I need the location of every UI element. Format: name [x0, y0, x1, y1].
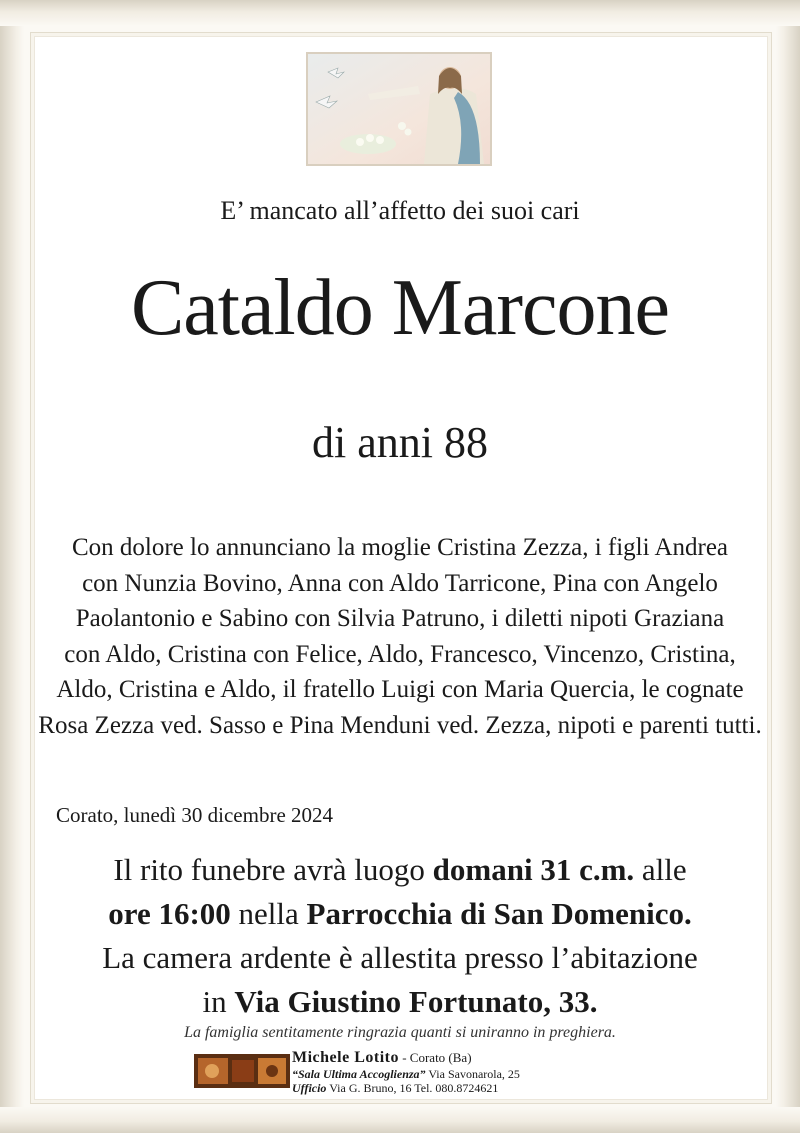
funeral-details — [0, 848, 800, 1024]
office-label: Ufficio — [292, 1081, 327, 1095]
announcement-line: Paolantonio e Sabino con Silvia Patruno, i diletti nipoti Graziana — [75, 605, 725, 632]
agency-info — [292, 1049, 622, 1095]
rite-text: alle — [634, 852, 687, 887]
agency-city: - Corato (Ba) — [398, 1050, 472, 1065]
frame-top — [0, 0, 800, 26]
office-line — [292, 1081, 622, 1095]
rite-line-3: La camera ardente è allestita presso l’abitazione — [102, 940, 698, 975]
hall-name: “Sala Ultima Accoglienza” — [292, 1067, 426, 1081]
office-address: Via G. Bruno, 16 Tel. 080.8724621 — [326, 1081, 499, 1095]
agency-name: Michele Lotito — [292, 1049, 399, 1066]
announcement-line: Rosa Zezza ved. Sasso e Pina Menduni ved. Zezza, nipoti e parenti tutti. — [38, 711, 762, 739]
announcement-text — [0, 530, 800, 743]
deceased-name: Cataldo Marcone — [130, 264, 670, 352]
agency-name-line — [292, 1049, 622, 1067]
rite-address: Via Giustino Fortunato, 33. — [234, 984, 598, 1019]
rite-text: in — [202, 984, 235, 1019]
rite-line-4 — [0, 980, 800, 1024]
rite-text: Il rito funebre avrà luogo — [113, 852, 433, 887]
religious-picture-icon — [306, 52, 492, 166]
announcement-line: Con dolore lo annunciano la moglie Cristina Zezza, i figli Andrea — [71, 534, 729, 561]
rite-line-2 — [0, 892, 800, 936]
notice-date: Corato, lunedì 30 dicembre 2024 — [56, 803, 334, 827]
rite-line-1 — [0, 848, 800, 892]
frame-bottom — [0, 1107, 800, 1133]
announcement-line: con Nunzia Bovino, Anna con Aldo Tarricone, Pina con Angelo — [82, 569, 718, 597]
announcement-line: con Aldo, Cristina con Felice, Aldo, Francesco, Vincenzo, Cristina, — [64, 640, 736, 668]
intro-line: E’ mancato all’affetto dei suoi cari — [220, 196, 580, 225]
rite-text: nella — [230, 896, 307, 931]
rite-date: domani 31 c.m. — [432, 852, 635, 887]
thanks-line: La famiglia sentitamente ringrazia quanti si uniranno in preghiera. — [184, 1024, 616, 1041]
hall-line — [292, 1067, 622, 1081]
hall-address: Via Savonarola, 25 — [425, 1067, 520, 1081]
agency-logo-icon — [194, 1054, 290, 1088]
announcement-line: Aldo, Cristina e Aldo, il fratello Luigi con Maria Quercia, le cognate — [56, 676, 744, 703]
rite-church: Parrocchia di San Domenico. — [306, 896, 692, 931]
deceased-age: di anni 88 — [312, 418, 488, 467]
rite-time: ore 16:00 — [108, 896, 231, 931]
